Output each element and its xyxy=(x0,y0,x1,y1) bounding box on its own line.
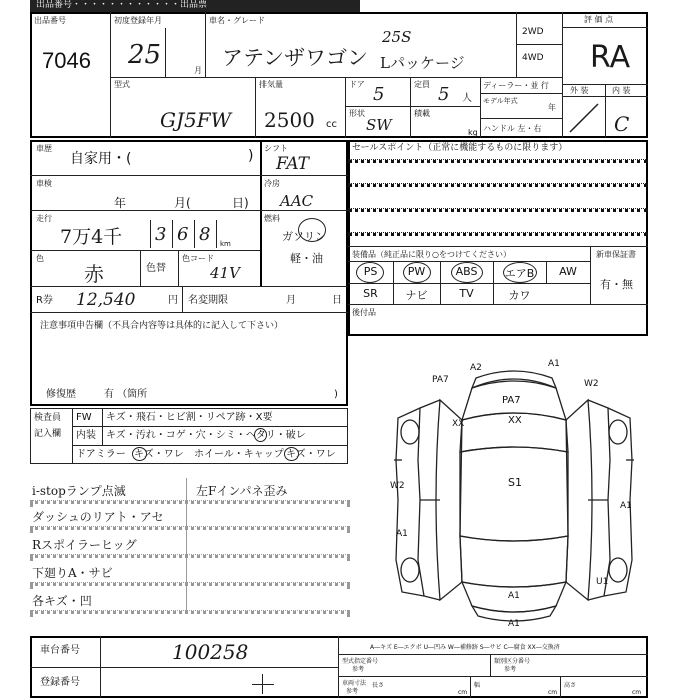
interior-damage-text: キズ・汚れ・コゲ・穴・シミ・ヘタリ・破レ xyxy=(106,430,306,441)
first-reg-month-unit: 月 xyxy=(194,66,202,75)
diagram-mark: A1 xyxy=(396,529,408,539)
sales-label: セールスポイント（正常に機能するものに限ります） xyxy=(352,143,568,153)
dealer-label: ディーラー・並 行 xyxy=(483,81,549,90)
inspection-year: 年 xyxy=(114,196,127,210)
width-unit: cm xyxy=(548,689,558,696)
category-ref: 参考 xyxy=(504,666,517,673)
shape-label: 形状 xyxy=(349,109,365,118)
equipment-leather: カワ xyxy=(508,289,531,302)
equipment-circle xyxy=(503,262,537,283)
equipment-aw: AW xyxy=(559,265,577,278)
interior-value: C xyxy=(614,112,630,136)
ac-value: AAC xyxy=(280,192,314,210)
diagram-mark: A1 xyxy=(508,591,520,601)
name-change-label: 名変期限 xyxy=(188,295,228,306)
interior-label: 内 装 xyxy=(612,86,631,95)
drive-2wd: 2WD xyxy=(522,27,544,37)
color-code-value: 41V xyxy=(210,264,240,282)
equipment-tv: TV xyxy=(459,287,474,300)
diagram-mark: A1 xyxy=(508,619,520,629)
note-line-right: 左Fインパネ歪み xyxy=(196,484,288,498)
equipment-airbag: エアB xyxy=(504,267,535,280)
diagram-mark: A1 xyxy=(620,501,632,511)
height-label: 高さ xyxy=(564,682,577,689)
mfr-ref: 参考 xyxy=(352,666,365,673)
door-mirror-text: ドアミラー xyxy=(76,449,126,460)
capacity-value: 5 xyxy=(438,84,450,105)
inspector-label2: 記入欄 xyxy=(34,429,62,439)
equipment-pw: PW xyxy=(407,265,426,278)
color-label: 色 xyxy=(36,254,44,263)
repair-label: 修復歴 xyxy=(46,389,76,400)
usage-label: 車歴 xyxy=(36,144,52,153)
length-label: 長さ xyxy=(372,682,385,689)
load-unit: kg xyxy=(468,128,478,137)
equipment-sr: SR xyxy=(363,287,378,300)
fuel-diesel: 軽・油 xyxy=(290,252,323,265)
handle-label: ハンドル 左・右 xyxy=(483,124,542,133)
usage-value: 自家用・( xyxy=(70,151,132,167)
new-car-warranty-label: 新車保証書 xyxy=(596,250,636,259)
inspection-label: 車検 xyxy=(36,179,52,188)
color-change-label: 色替 xyxy=(146,263,166,274)
diagram-mark: A1 xyxy=(548,359,560,369)
grade-line1: 25S xyxy=(382,28,412,46)
rating-label: 評 価 点 xyxy=(584,15,614,24)
interior-damage-label: 内装 xyxy=(76,430,96,441)
wheel-cap-detail: キズ・ワレ xyxy=(286,449,336,460)
fuel-label: 燃料 xyxy=(264,214,280,223)
usage-close: ) xyxy=(248,148,254,164)
fuel-value: ガソリン xyxy=(282,230,326,243)
ac-label: 冷房 xyxy=(264,179,280,188)
equipment-navi: ナビ xyxy=(405,289,428,302)
diagram-mark: PA7 xyxy=(432,375,449,385)
name-change-month: 月 xyxy=(286,295,296,306)
load-label: 積載 xyxy=(414,109,430,118)
color-value: 赤 xyxy=(84,262,104,286)
aftermarket-label: 後付品 xyxy=(352,308,376,317)
door-mirror-circle xyxy=(132,447,147,461)
name-grade-label: 車名・グレード xyxy=(209,16,265,25)
rating-value: RA xyxy=(590,40,631,75)
equipment-circle xyxy=(403,262,431,283)
grade-line2: Lパッケージ xyxy=(380,54,465,72)
car-name: アテンザワゴン xyxy=(222,46,368,70)
doors-value: 5 xyxy=(373,84,385,105)
first-reg-year: 25 xyxy=(128,40,162,70)
drive-4wd: 4WD xyxy=(522,53,544,63)
height-unit: cm xyxy=(632,689,642,696)
lot-number: 7046 xyxy=(42,48,91,73)
door-mirror-detail: キズ・ワレ xyxy=(134,449,184,460)
equipment-circle xyxy=(356,262,384,283)
doors-label: ドア xyxy=(349,80,365,89)
shift-label: シフト xyxy=(264,144,288,153)
diagram-mark: XX xyxy=(508,415,522,426)
vehicle-dims-label: 車両寸法 xyxy=(342,680,367,687)
repair-value: 有 （箇所 xyxy=(104,389,148,400)
model-year-label: モデル年式 xyxy=(483,97,518,105)
equipment-label: 装備品（純正品に限り○をつけてください） xyxy=(352,250,511,259)
name-change-day: 日 xyxy=(332,295,342,306)
interior-stain-circle xyxy=(254,428,267,442)
note-line: Rスポイラーヒッグ xyxy=(32,538,137,552)
note-line: i-stopランプ点滅 xyxy=(32,484,126,498)
lot-label: 出品番号 xyxy=(34,16,66,25)
note-line: 各キズ・凹 xyxy=(32,594,92,608)
length-unit: cm xyxy=(458,689,468,696)
new-car-warranty-value: 有・無 xyxy=(600,278,633,291)
diagram-mark: W2 xyxy=(390,481,405,491)
equipment-ps: PS xyxy=(363,265,378,278)
left-frame xyxy=(30,140,348,406)
width-label: 幅 xyxy=(474,682,481,689)
displacement-value: 2500 xyxy=(264,108,315,132)
shape-value: SW xyxy=(366,116,392,134)
wheel-cap-text: ホイール・キャップ xyxy=(194,449,284,460)
mileage-unit: km xyxy=(220,240,231,248)
diagram-mark: PA7 xyxy=(502,395,521,406)
model-value: GJ5FW xyxy=(160,108,232,132)
fw-text: キズ・飛石・ヒビ割・リペア跡・X要 xyxy=(106,412,273,423)
diagram-mark: XX xyxy=(452,419,465,429)
equipment-abs: ABS xyxy=(455,265,478,278)
exterior-label: 外 装 xyxy=(570,86,589,95)
diagram-mark: U1 xyxy=(596,577,609,587)
inspection-month: 月( xyxy=(174,196,191,210)
banner-text: 出品番号・・・・・・・・・・・・出品票 xyxy=(36,0,208,10)
notes-label: 注意事項申告欄（不具合内容等は具体的に記入して下さい） xyxy=(40,321,284,331)
chassis-label: 車台番号 xyxy=(40,645,80,656)
mileage-value: 7万4千 xyxy=(60,226,123,248)
note-line: ダッシュのリアト・アセ xyxy=(32,510,164,524)
mileage-digit: 8 xyxy=(199,224,211,245)
inspector-label1: 検査員 xyxy=(34,413,62,423)
recycle-label: R券 xyxy=(36,295,53,306)
model-year-unit: 年 xyxy=(548,103,556,112)
fw-label: FW xyxy=(76,412,92,423)
wheel-cap-circle xyxy=(284,447,299,461)
recycle-value: 12,540 xyxy=(76,290,136,310)
vehicle-dims-ref: 参考 xyxy=(346,688,359,695)
recycle-unit: 円 xyxy=(168,295,178,306)
diagram-mark: S1 xyxy=(508,476,522,489)
damage-legend: A―キズ E―エクボ U―凹み W―補修跡 S―サビ C―腐食 XX―交換済 xyxy=(370,644,560,651)
chassis-value: 100258 xyxy=(172,640,249,664)
inspection-day: 日) xyxy=(232,196,249,210)
exterior-slash-mark xyxy=(564,98,604,136)
registration-label: 登録番号 xyxy=(40,677,80,688)
fuel-circle xyxy=(298,218,326,242)
category-label: 類別区分番号 xyxy=(494,658,531,665)
repair-close: ) xyxy=(334,389,338,400)
capacity-unit: 人 xyxy=(462,93,472,104)
diagram-mark: W2 xyxy=(584,379,599,389)
note-line: 下廻りA・サビ xyxy=(32,566,113,580)
displacement-label: 排気量 xyxy=(259,80,283,89)
diagram-mark: A2 xyxy=(470,363,482,373)
mileage-digit: 6 xyxy=(177,224,189,245)
capacity-label: 定員 xyxy=(414,80,430,89)
mfr-label: 型式指定番号 xyxy=(342,658,379,665)
equipment-circle xyxy=(451,262,483,283)
sales-frame xyxy=(348,140,648,336)
displacement-unit: cc xyxy=(326,119,337,130)
model-label: 型式 xyxy=(114,80,130,89)
header-frame xyxy=(30,12,648,138)
shift-value: FAT xyxy=(276,154,310,174)
color-code-label: 色コード xyxy=(182,254,214,263)
mileage-label: 走行 xyxy=(36,214,52,223)
first-reg-label: 初度登録年月 xyxy=(114,16,162,25)
mileage-digit: 3 xyxy=(155,224,167,245)
